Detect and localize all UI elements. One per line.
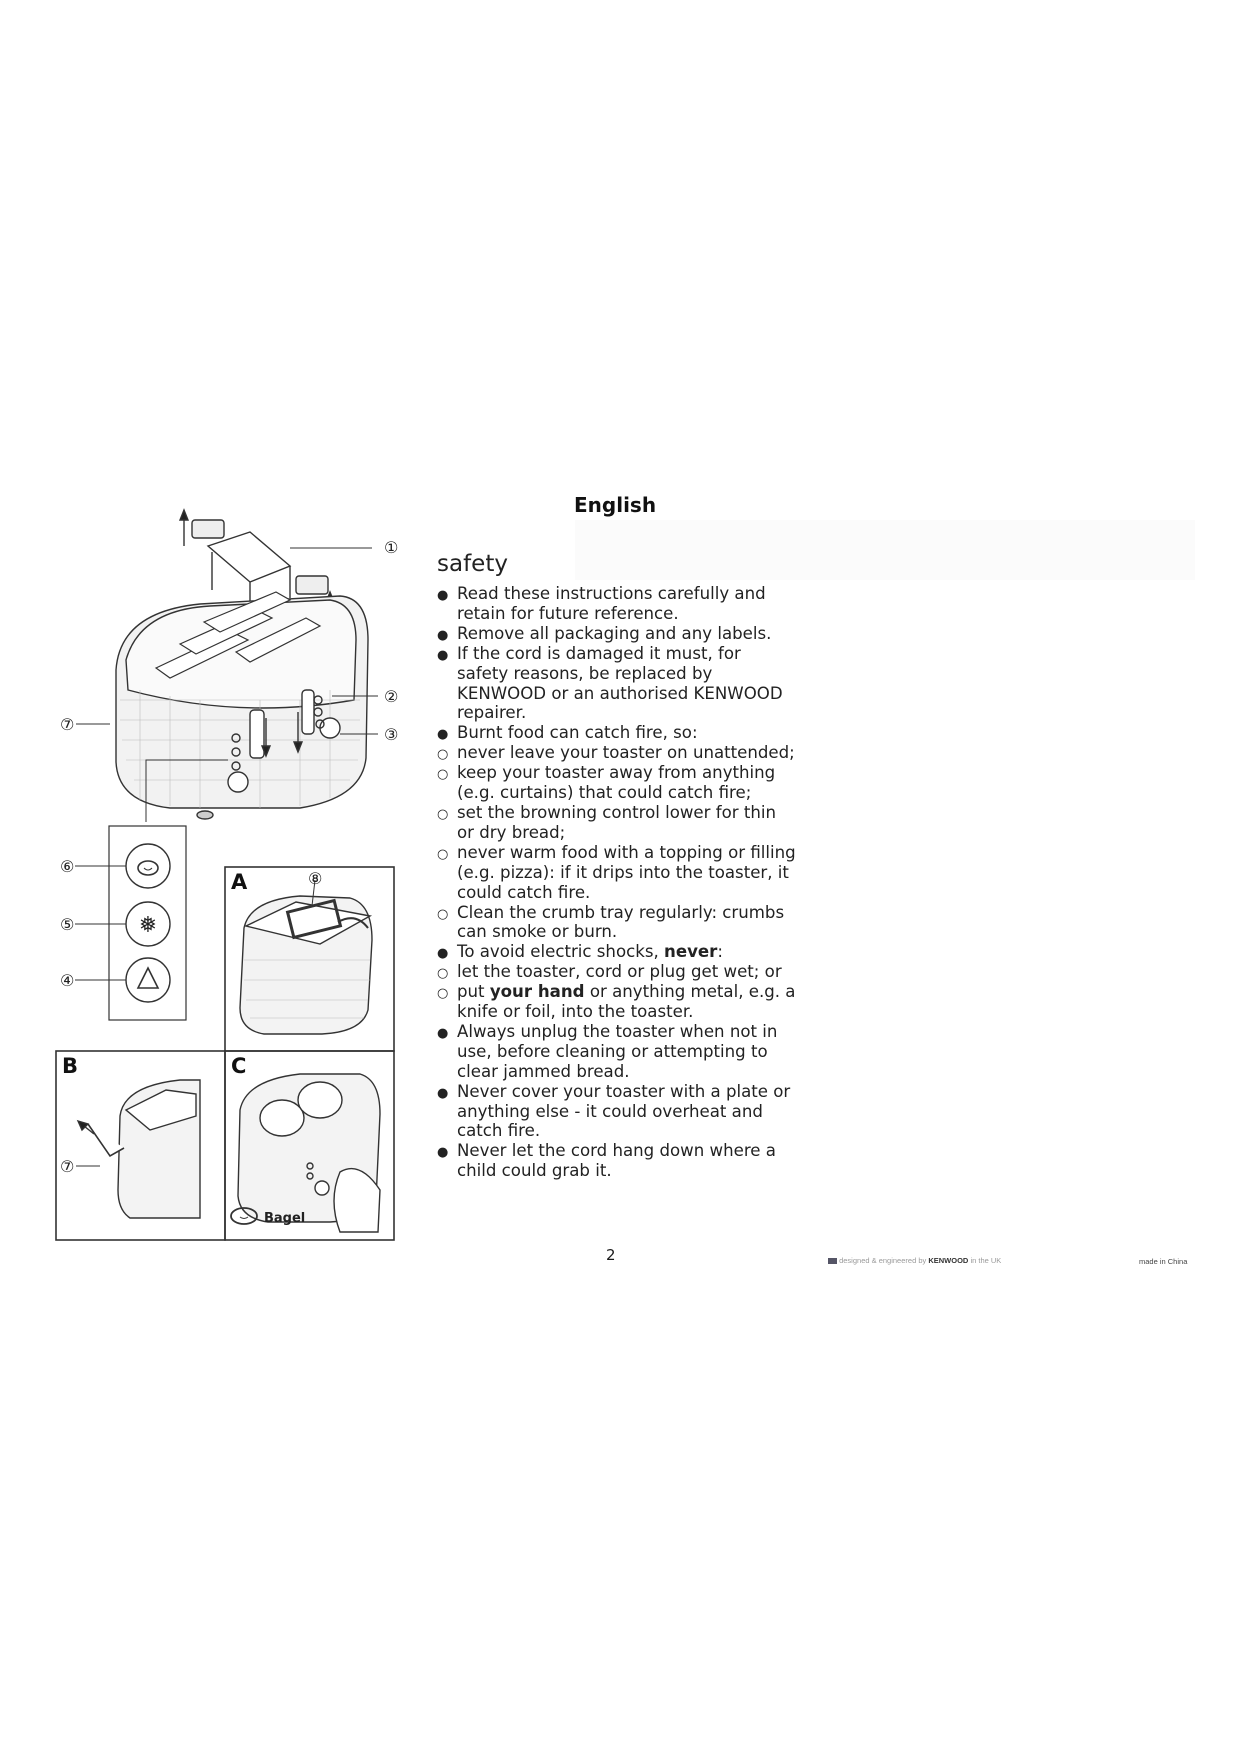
page-number: 2 [606, 1246, 616, 1264]
item-text: Clean the crumb tray regularly: crumbs can smoke or burn. [457, 902, 785, 942]
item-text: Remove all packaging and any labels. [457, 623, 772, 643]
cancel-button-zoom [126, 958, 170, 1002]
callout-6: ⑥ [60, 857, 75, 876]
item-text: set the browning control lower for thin or dry bread; [457, 802, 776, 842]
item-text: Never let the cord hang down where a child could grab it. [457, 1141, 776, 1181]
panel-a-label: A [231, 870, 248, 894]
item-text: put [457, 982, 490, 1002]
item-text: If the cord is damaged it must, for safety reasons, be replaced by KENWOOD or an authorised KENWOOD repairer. [457, 643, 783, 723]
bagel-button [126, 844, 170, 888]
callout-5: ⑤ [60, 915, 75, 934]
item-text: Burnt food can catch fire, so: [457, 723, 698, 743]
credit-suffix: in the UK [970, 1256, 1002, 1265]
language-label: English [574, 493, 657, 517]
item-text: let the toaster, cord or plug get wet; or [457, 962, 782, 982]
bagel-label: Bagel [264, 1211, 306, 1226]
defrost-icon: ❅ [138, 913, 158, 938]
emphasis-text: your hand [489, 982, 585, 1002]
item-text: never warm food with a topping or filling (e.g. pizza): if it drips into the toaster, it could catch fire. [457, 842, 796, 902]
emphasis-text: never [664, 942, 718, 962]
browning-knob [228, 772, 248, 792]
item-text: or anything metal, e.g. a knife or foil, into the toaster. [457, 982, 796, 1022]
design-credit [828, 1256, 1001, 1265]
crumb-tray-rack [208, 532, 290, 582]
lever [250, 710, 264, 758]
item-text: Read these instructions carefully and retain for future reference. [457, 584, 766, 623]
credit-prefix: designed & engineered by [839, 1256, 927, 1265]
made-in-label: made in China [1139, 1257, 1188, 1266]
crumb-tray-handle [192, 520, 224, 538]
item-text: Always unplug the toaster when not in use, before cleaning or attempting to clear jammed bread. [457, 1021, 778, 1081]
callout-8: ⑧ [308, 869, 323, 888]
item-text: To avoid electric shocks, [457, 942, 665, 962]
callout-3: ③ [384, 725, 399, 744]
credit-brand: KENWOOD [928, 1256, 969, 1265]
panel-c-label: C [231, 1054, 247, 1078]
callout-7b: ⑦ [60, 1157, 75, 1176]
section-title: safety [437, 551, 508, 577]
callout-2: ② [384, 687, 399, 706]
uk-flag-icon [828, 1258, 837, 1264]
panel-b-label: B [62, 1054, 79, 1078]
item-text: : [717, 942, 723, 962]
item-text: Never cover your toaster with a plate or anything else - it could overheat and catch fire. [457, 1081, 791, 1141]
callout-1: ① [384, 538, 399, 557]
callout-4: ④ [60, 971, 75, 990]
callout-7: ⑦ [60, 715, 75, 734]
item-text: never leave your toaster on unattended; [457, 743, 795, 763]
item-text: keep your toaster away from anything (e.g. curtains) that could catch fire; [457, 763, 776, 803]
